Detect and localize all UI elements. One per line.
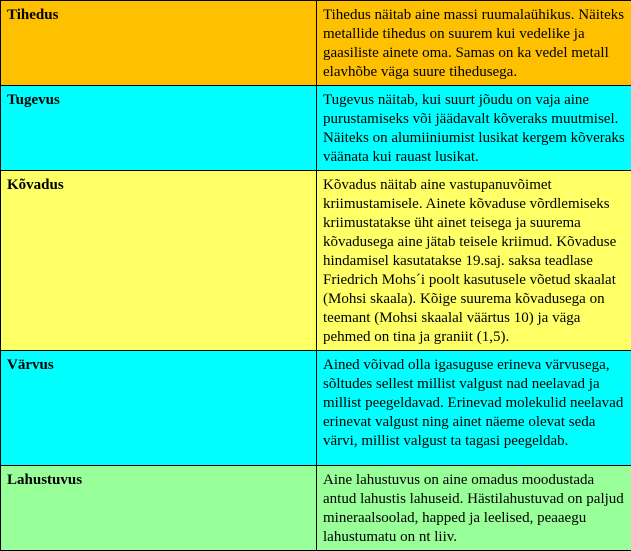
- property-description-cell: Tugevus näitab, kui suurt jõudu on vaja aine purustamiseks või jäädavalt kõveraks muutmisel. Näiteks on alumiiniumist lusikat kergem kõveraks väänata kui rauast lusikat.: [317, 86, 631, 171]
- property-description-cell: Ained võivad olla igasuguse erineva värvusega, sõltudes sellest millist valgust nad neelavad ja millist peegeldavad. Erinevad molekulid neelavad erinevat valgust ning ainet näeme olevat seda värvi, millist valgust ta tagasi peegeldab.: [317, 351, 631, 466]
- table-row: [1, 1, 631, 86]
- property-name-cell: Lahustuvus: [1, 466, 317, 551]
- table-row: [1, 171, 631, 351]
- table-row: [1, 351, 631, 466]
- property-name-cell: Kõvadus: [1, 171, 317, 351]
- property-name-cell: Värvus: [1, 351, 317, 466]
- property-description-cell: Kõvadus näitab aine vastupanuvõimet kriimustamisele. Ainete kõvaduse võrdlemiseks kriimustatakse üht ainet teisega ja suurema kõvadusega aine jätab teisele kriimud. Kõvaduse hindamisel kasutatakse 19.saj. saksa teadlase Friedrich Mohs´i poolt kasutusele võetud skaalat (Mohsi skaala). Kõige suurema kõvadusega on teemant (Mohsi skaalal väärtus 10) ja väga pehmed on tina ja graniit (1,5).: [317, 171, 631, 351]
- table-row: [1, 86, 631, 171]
- property-description-cell: Tihedus näitab aine massi ruumalaühikus. Näiteks metallide tihedus on suurem kui vedelike ja gaasiliste ainete oma. Samas on ka vedel metall elavhõbe väga suure tihedusega.: [317, 1, 631, 86]
- table-row: [1, 466, 631, 551]
- property-description-cell: Aine lahustuvus on aine omadus moodustada antud lahustis lahuseid. Hästilahustuvad on paljud mineraalsoolad, happed ja leelised, peaaegu lahustumatu on nt liiv.: [317, 466, 631, 551]
- property-name-cell: Tugevus: [1, 86, 317, 171]
- property-name-cell: Tihedus: [1, 1, 317, 86]
